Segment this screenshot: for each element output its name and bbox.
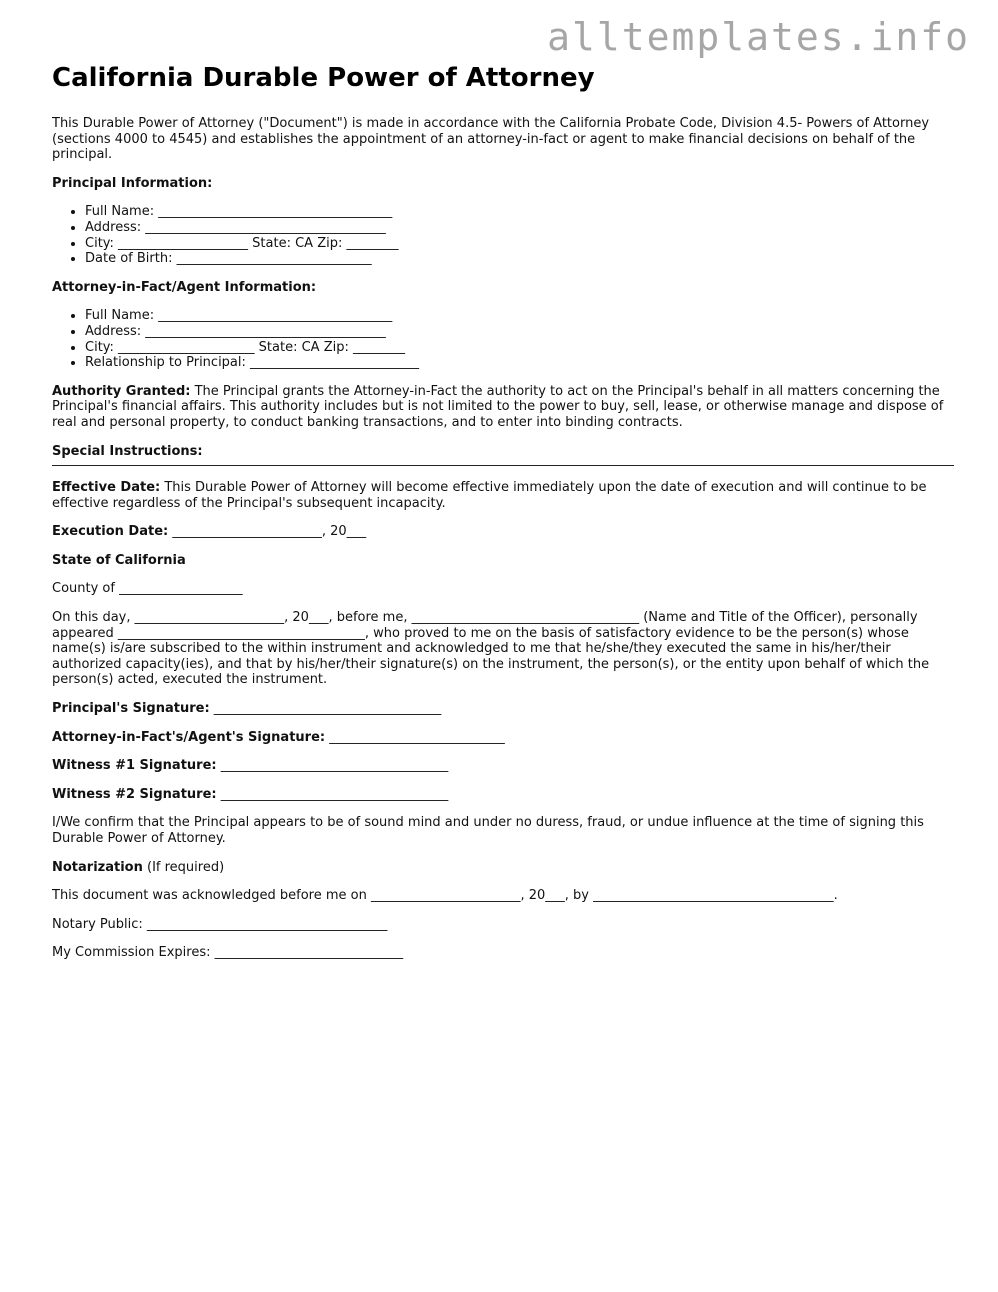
agent-relationship-field: • Relationship to Principal: __________________________ — [85, 355, 954, 371]
agent-full-name-field: • Full Name: ____________________________________ — [85, 308, 954, 324]
agent-heading: Attorney-in-Fact/Agent Information: — [52, 279, 317, 295]
acknowledgment-paragraph: On this day, _______________________, 20___, before me, ___________________________________ (Name and Title of the Officer), personally appeared ______________________________________, who proved to me on the basis of satisfactory evidence to be the person(s) whose name(s) is/are subscribed to the within instrument and acknowledged to me that he/she/they executed the same in his/her/their authorized capacity(ies), and that by his/her/their signature(s) on the instrument, the person(s), or the entity upon behalf of which the person(s) acted, executed the instrument. — [52, 610, 930, 688]
principal-city-state-zip-field: • City: ____________________ State: CA Zip: ________ — [85, 236, 954, 252]
principal-dob-field: • Date of Birth: ______________________________ — [85, 251, 954, 267]
document-page — [52, 60, 954, 974]
agent-address-field: • Address: _____________________________________ — [85, 324, 954, 340]
special-instructions-heading: Special Instructions: — [52, 443, 203, 459]
state-heading: State of California — [52, 552, 186, 568]
witness-2-signature: Witness #2 Signature: ___________________________________ — [52, 786, 449, 802]
execution-date-line: _______________________, 20___ — [168, 524, 367, 540]
witness-1-signature: Witness #1 Signature: ___________________________________ — [52, 758, 449, 774]
execution-date-label: Execution Date: — [52, 524, 169, 540]
county-field: County of ___________________ — [52, 581, 243, 597]
effective-date-paragraph — [52, 480, 954, 511]
agent-signature: Attorney-in-Fact's/Agent's Signature: ___________________________ — [52, 729, 505, 745]
document-title: California Durable Power of Attorney — [52, 63, 595, 93]
authority-label: Authority Granted: — [52, 383, 191, 399]
principal-address-field: • Address: _____________________________________ — [85, 220, 954, 236]
effective-date-text: This Durable Power of Attorney will become effective immediately upon the date of execution and will continue to be effective regardless of the Principal's subsequent incapacity. — [52, 480, 927, 511]
confirmation-paragraph: I/We confirm that the Principal appears to be of sound mind and under no duress, fraud, or undue influence at the time of signing this Durable Power of Attorney. — [52, 815, 924, 846]
commission-expires-field: My Commission Expires: _____________________________ — [52, 945, 404, 961]
principal-heading: Principal Information: — [52, 175, 213, 191]
agent-fields — [52, 308, 954, 370]
intro-paragraph: This Durable Power of Attorney ("Document") is made in accordance with the California Probate Code, Division 4.5- Powers of Attorney (sections 4000 to 4545) and establishes the appointment of an attorney-in-fact or agent to make financial decisions on behalf of the principal. — [52, 116, 930, 163]
principal-full-name-field: • Full Name: ____________________________________ — [85, 204, 954, 220]
authority-paragraph — [52, 384, 954, 431]
authority-text: The Principal grants the Attorney-in-Fact the authority to act on the Principal's behalf in all matters concerning the Principal's financial affairs. This authority includes but is not limited to the power to buy, sell, lease, or otherwise manage and dispose of real and personal property, to conduct banking transactions, and to enter into binding contracts. — [52, 383, 944, 430]
notarization-heading: Notarization (If required) — [52, 859, 225, 875]
agent-city-state-zip-field: • City: _____________________ State: CA Zip: ________ — [85, 340, 954, 356]
notary-public-field: Notary Public: _____________________________________ — [52, 916, 388, 932]
principal-signature: Principal's Signature: ___________________________________ — [52, 701, 442, 717]
execution-date — [52, 524, 954, 540]
special-instructions-line — [52, 465, 954, 466]
effective-date-label: Effective Date: — [52, 480, 161, 496]
notary-acknowledged-line: This document was acknowledged before me on _______________________, 20___, by _____________________________________. — [52, 888, 838, 904]
watermark: alltemplates.info — [547, 15, 970, 59]
principal-fields — [52, 204, 954, 266]
